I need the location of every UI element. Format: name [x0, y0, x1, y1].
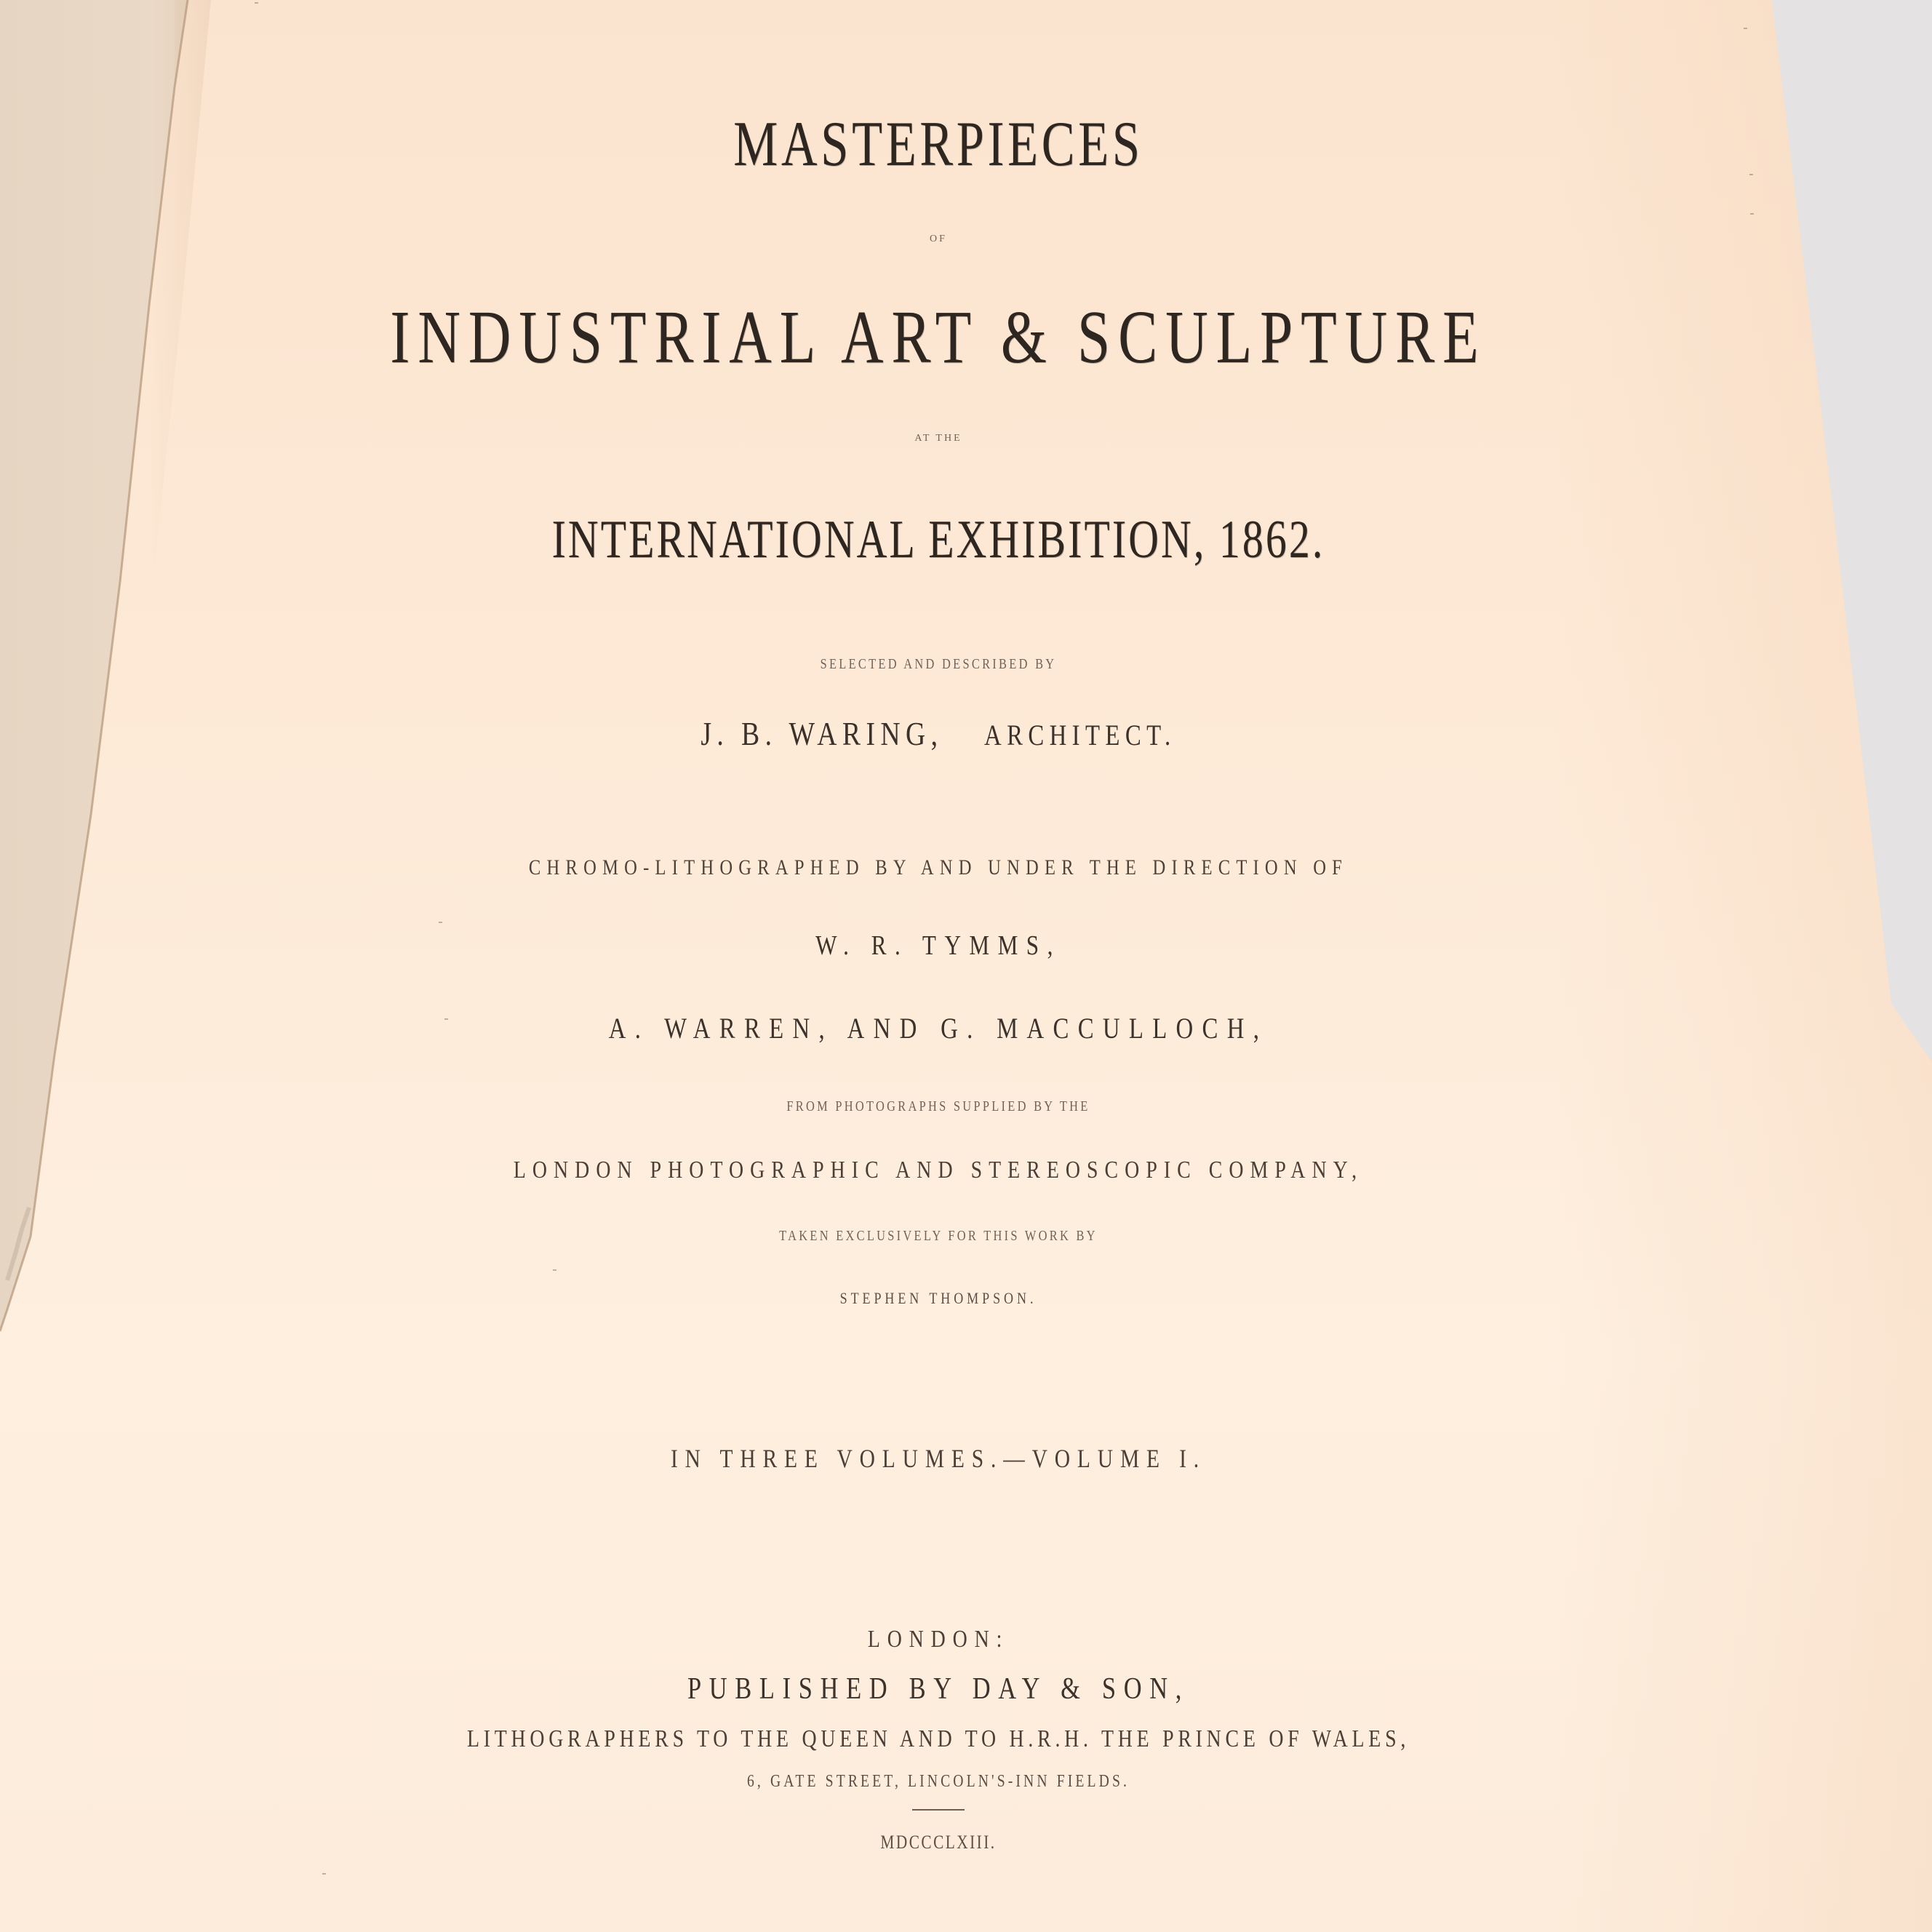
photographer-name: STEPHEN THOMPSON.	[839, 1289, 1037, 1307]
paper-speck	[553, 1269, 556, 1271]
author-name: J. B. WARING,	[700, 715, 943, 752]
volume-info: IN THREE VOLUMES.—VOLUME I.	[670, 1444, 1207, 1473]
lithographed-label: CHROMO-LITHOGRAPHED BY AND UNDER THE DIRECTION OF	[528, 855, 1349, 879]
paper-speck	[1744, 28, 1747, 29]
title-masterpieces: MASTERPIECES	[733, 109, 1143, 180]
lithographer-tymms: W. R. TYMMS,	[815, 930, 1061, 961]
photo-company: LONDON PHOTOGRAPHIC AND STEREOSCOPIC COMPANY,	[513, 1157, 1364, 1183]
title-international-exhibition: INTERNATIONAL EXHIBITION, 1862.	[551, 510, 1325, 570]
connector-at-the: AT THE	[914, 433, 962, 444]
title-industrial-art-sculpture: INDUSTRIAL ART & SCULPTURE	[390, 295, 1487, 379]
imprint-appointment: LITHOGRAPHERS TO THE QUEEN AND TO H.R.H. THE PRINCE OF WALES,	[466, 1725, 1410, 1752]
paper-speck	[439, 922, 442, 923]
paper-speck	[255, 2, 258, 4]
imprint-rule	[912, 1809, 965, 1811]
paper-speck	[1750, 213, 1754, 215]
paper-speck	[322, 1873, 326, 1875]
author-role: ARCHITECT.	[984, 719, 1176, 751]
paper-speck	[1749, 174, 1753, 175]
connector-of: OF	[930, 233, 947, 244]
imprint-city: LONDON:	[867, 1626, 1010, 1653]
imprint-address: 6, GATE STREET, LINCOLN'S-INN FIELDS.	[746, 1772, 1130, 1791]
author-line	[169, 714, 1708, 753]
photographs-label: FROM PHOTOGRAPHS SUPPLIED BY THE	[786, 1098, 1090, 1114]
lithographers-warren-macculloch: A. WARREN, AND G. MACCULLOCH,	[608, 1012, 1269, 1045]
imprint-publisher: PUBLISHED BY DAY & SON,	[687, 1672, 1190, 1706]
selected-by-label: SELECTED AND DESCRIBED BY	[820, 656, 1057, 672]
imprint-year: MDCCCLXIII.	[880, 1832, 997, 1853]
taken-label: TAKEN EXCLUSIVELY FOR THIS WORK BY	[779, 1228, 1098, 1244]
